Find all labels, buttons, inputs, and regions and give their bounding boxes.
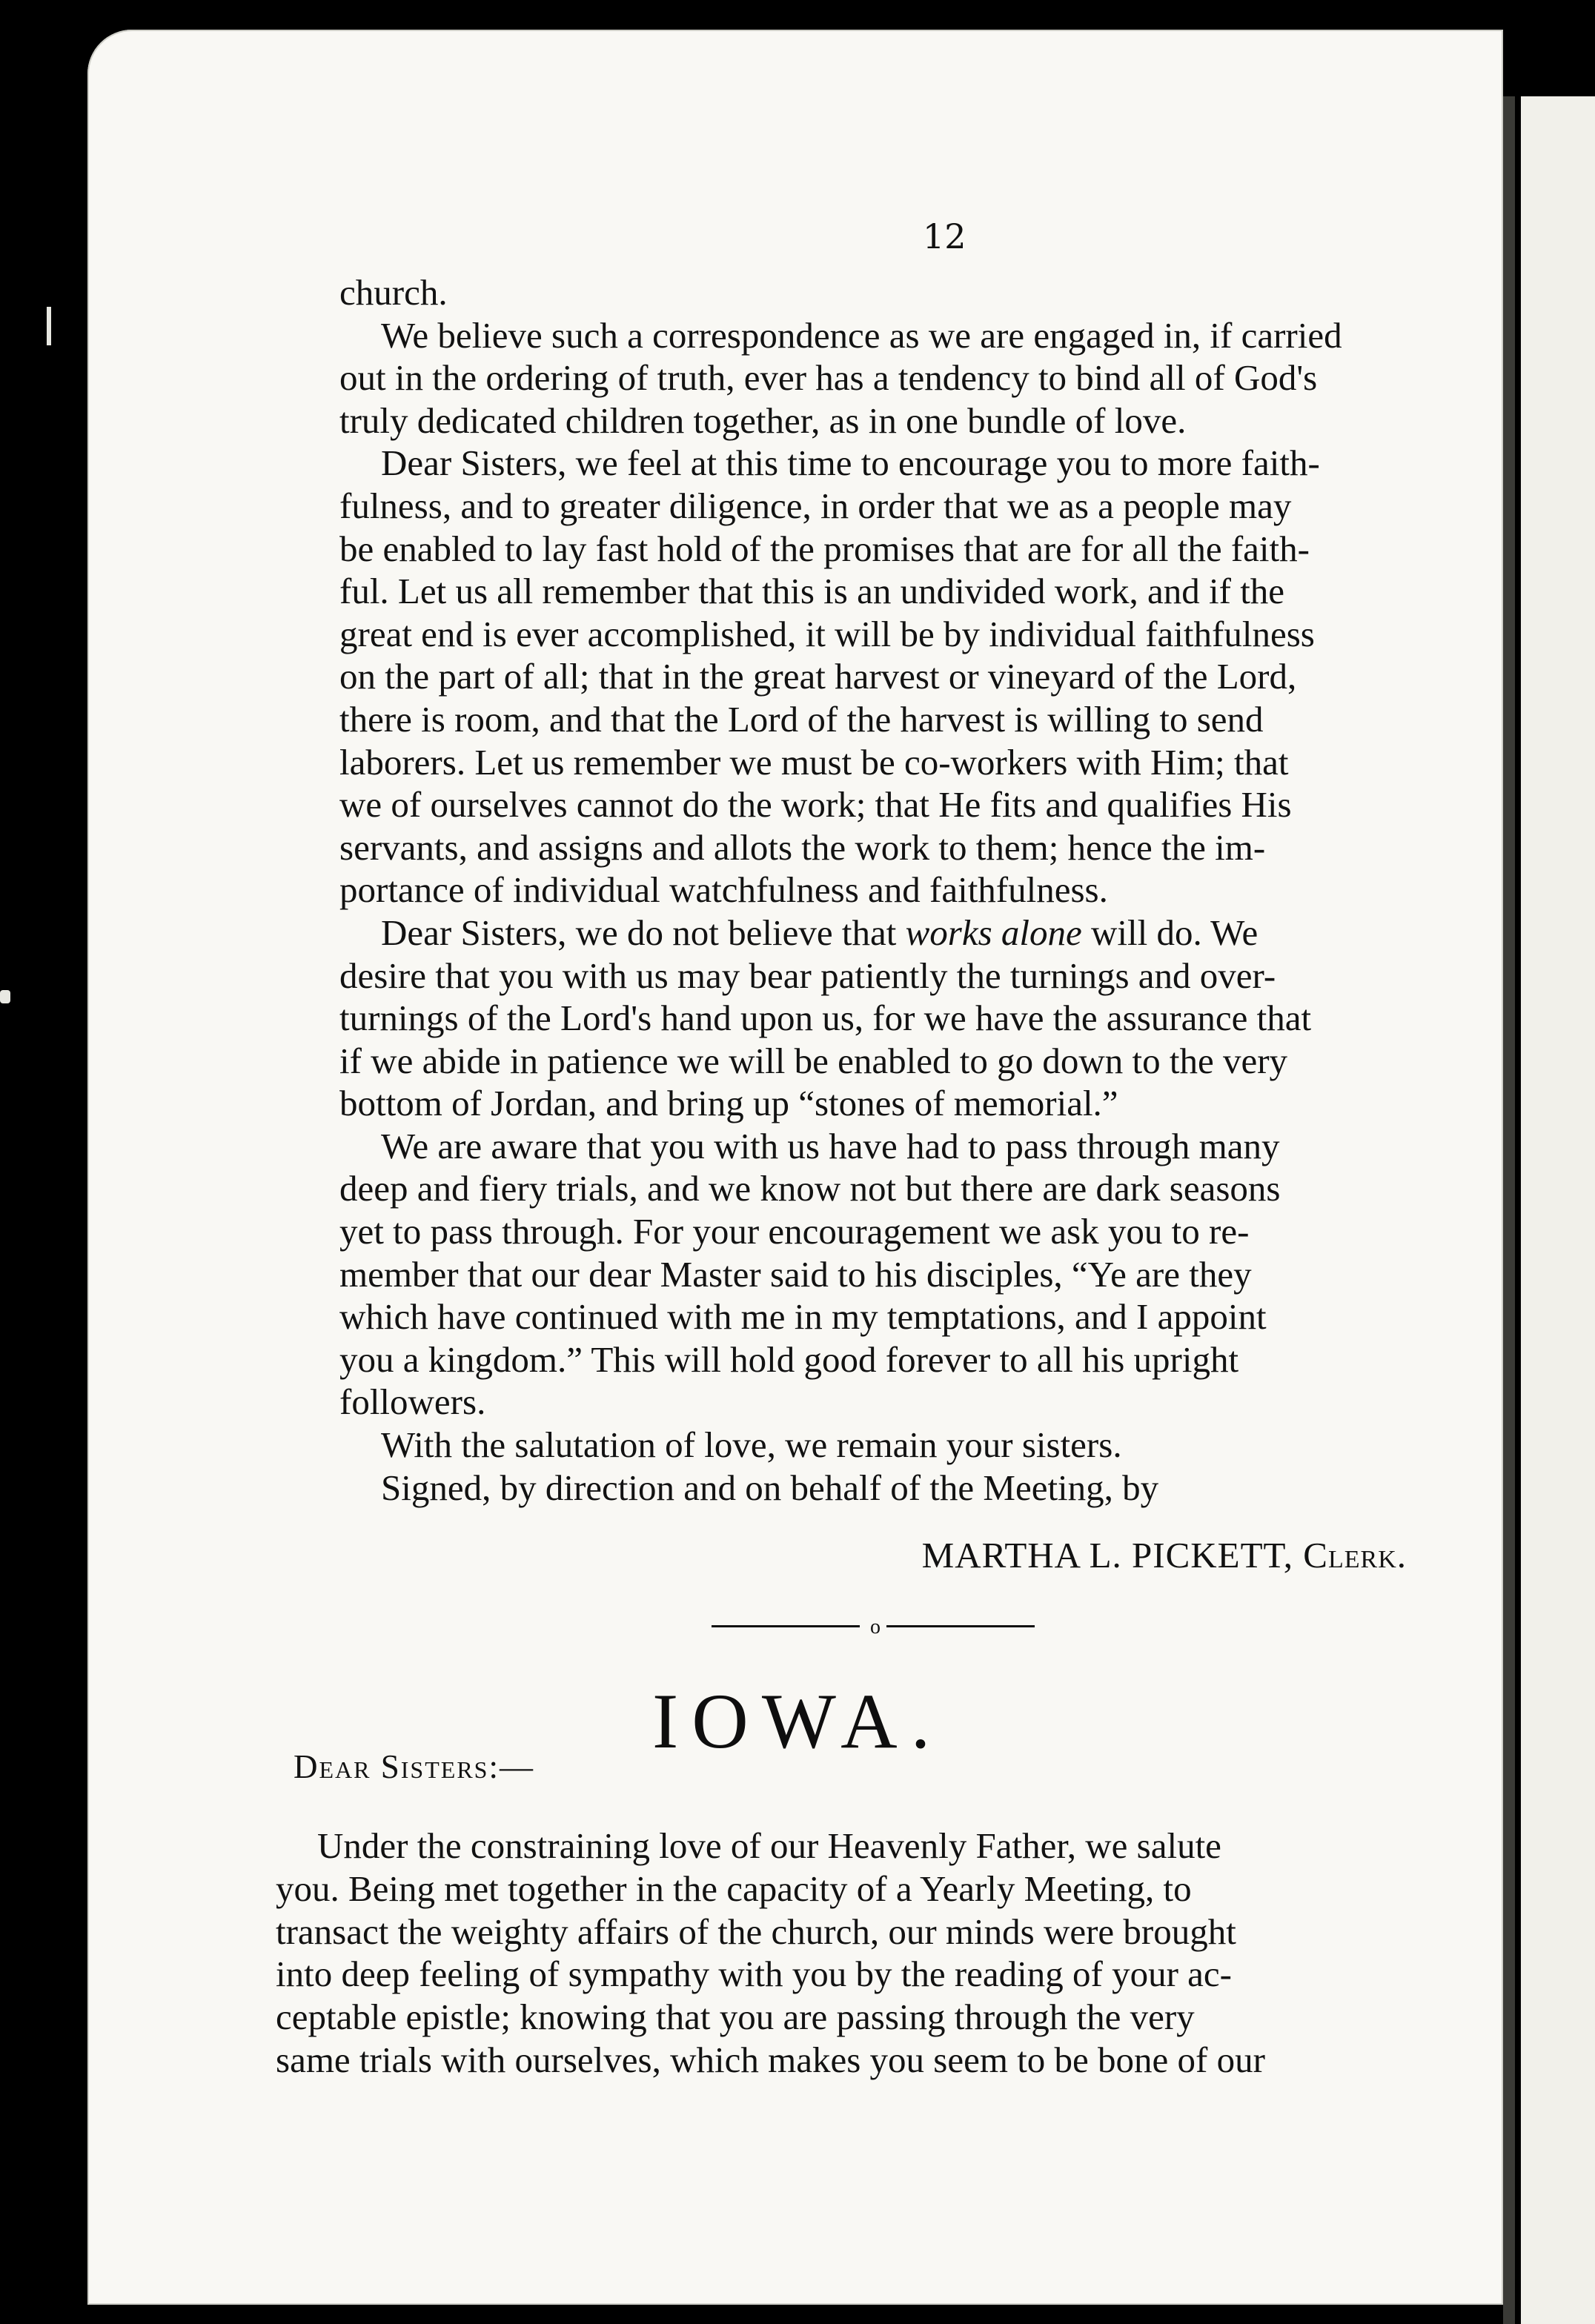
text-line: portance of individual watchfulness and faithfulness. xyxy=(339,869,1108,911)
text-line: you a kingdom.” This will hold good forever to all his upright xyxy=(339,1338,1239,1380)
text-line: great end is ever accomplished, it will be by individual faithfulness xyxy=(339,613,1315,654)
text-line: same trials with ourselves, which makes you seem to be bone of our xyxy=(276,2039,1265,2080)
text-line: you. Being met together in the capacity of a Yearly Meeting, to xyxy=(276,1868,1192,1909)
text-line: if we abide in patience we will be enabled to go down to the very xyxy=(339,1040,1288,1081)
text-line: fulness, and to greater diligence, in order that we as a people may xyxy=(339,485,1292,526)
text-line: With the salutation of love, we remain your sisters. xyxy=(381,1424,1122,1466)
signature xyxy=(339,1534,1511,1577)
text-line: turnings of the Lord's hand upon us, for we have the assurance that xyxy=(339,997,1312,1039)
text-line: We are aware that you with us have had to pass through many xyxy=(381,1125,1280,1166)
letter-body xyxy=(339,271,1511,1577)
text-line: truly dedicated children together, as in one bundle of love. xyxy=(339,399,1187,441)
text-line: We believe such a correspondence as we are engaged in, if carried xyxy=(381,314,1342,356)
text-line: desire that you with us may bear patiently the turnings and over- xyxy=(339,954,1276,996)
text-line: yet to pass through. For your encouragement we ask you to re- xyxy=(339,1211,1250,1252)
text-line: there is room, and that the Lord of the harvest is willing to send xyxy=(339,698,1264,740)
signature-name: MARTHA L. PICKETT, xyxy=(921,1535,1294,1576)
text-line: Under the constraining love of our Heavenly Father, we salute xyxy=(317,1825,1221,1866)
text-line: bottom of Jordan, and bring up “stones of memorial.” xyxy=(339,1083,1118,1124)
salutation: Dear Sisters:— xyxy=(294,1748,534,1785)
section-divider xyxy=(712,1614,1045,1639)
page-number: 12 xyxy=(923,216,966,256)
signature-title: Clerk. xyxy=(1303,1535,1407,1576)
text-line: transact the weighty affairs of the church, our minds were brought xyxy=(276,1910,1236,1952)
margin-mark xyxy=(0,990,10,1003)
section-heading: IOWA. xyxy=(652,1678,944,1764)
text-line: member that our dear Master said to his disciples, “Ye are they xyxy=(339,1253,1252,1295)
adjacent-page-edge xyxy=(1521,96,1595,2324)
divider-ornament: o xyxy=(870,1616,881,1639)
text-line: servants, and assigns and allots the work to them; hence the im- xyxy=(339,826,1266,868)
text-line: which have continued with me in my temptations, and I appoint xyxy=(339,1296,1267,1338)
text-line: be enabled to lay fast hold of the promises that are for all the faith- xyxy=(339,528,1310,569)
text-line: Dear Sisters, we feel at this time to encourage you to more faith- xyxy=(381,442,1320,484)
text-line: on the part of all; that in the great harvest or vineyard of the Lord, xyxy=(339,656,1297,697)
divider-rule-right xyxy=(886,1625,1035,1627)
text-line: Signed, by direction and on behalf of the Meeting, by xyxy=(381,1467,1159,1508)
iowa-letter-body xyxy=(276,1825,1447,2082)
divider-rule-left xyxy=(712,1625,860,1627)
text-line: laborers. Let us remember we must be co-workers with Him; that xyxy=(339,741,1289,783)
text-line: out in the ordering of truth, ever has a tendency to bind all of God's xyxy=(339,357,1318,399)
text-line: ful. Let us all remember that this is an undivided work, and if the xyxy=(339,571,1285,612)
text-line: deep and fiery trials, and we know not but there are dark seasons xyxy=(339,1168,1281,1209)
text-line: ceptable epistle; knowing that you are passing through the very xyxy=(276,1996,1195,2038)
text-line: we of ourselves cannot do the work; that He fits and qualifies His xyxy=(339,784,1292,826)
text-line: church. xyxy=(339,272,448,313)
text-line: Dear Sisters, we do not believe that works alone will do. We xyxy=(381,912,1259,953)
margin-mark xyxy=(47,307,51,345)
text-line: followers. xyxy=(339,1381,486,1423)
text-line: into deep feeling of sympathy with you by the reading of your ac- xyxy=(276,1953,1232,1995)
